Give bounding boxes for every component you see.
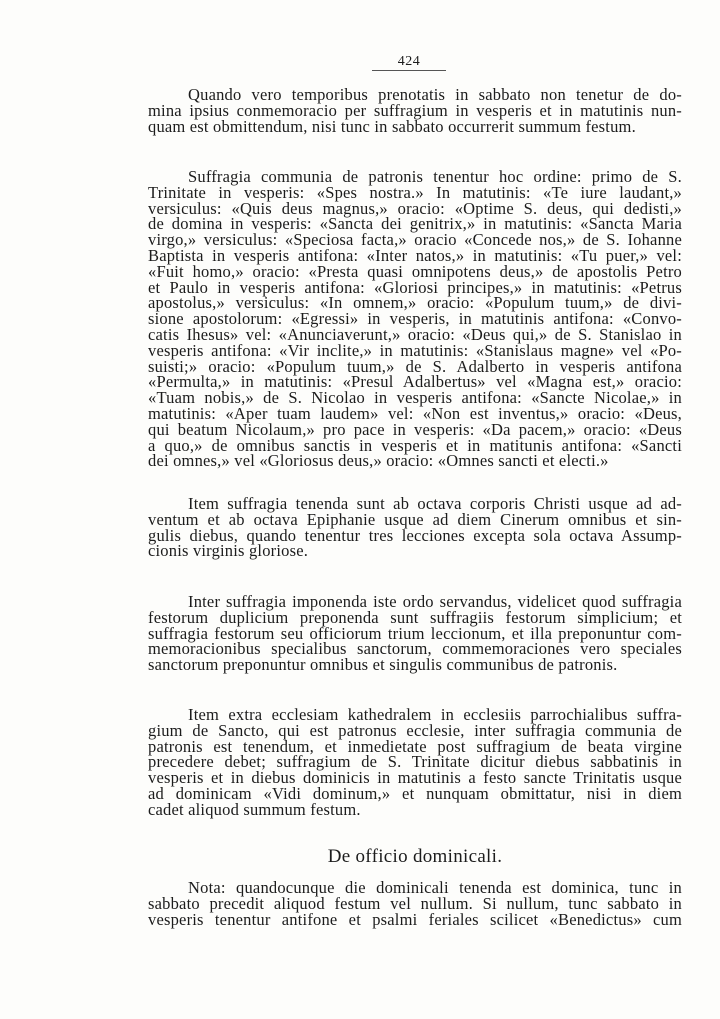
text-line: virgo,» versiculus: «Speciosa facta,» oracio «Concede nos,» de S. Iohanne: [148, 230, 682, 250]
text-line: Trinitate in vesperis: «Spes nostra.» In matutinis: «Te iure laudant,»: [148, 182, 682, 202]
text-line: festorum duplicium preponenda sunt suffragiis festorum simplicium; et: [148, 607, 682, 627]
text-line: dei omnes,» vel «Gloriosus deus,» oracio: «Omnes sancti et electi.»: [148, 451, 609, 471]
paragraph: [148, 496, 682, 559]
text-line: precedere debet; suffragium de S. Trinitate dicitur diebus sabbatinis in: [148, 752, 682, 772]
text-line: qui beatum Nicolaum,» pro pace in vesperis: «Da pacem,» oracio: «Deus: [148, 419, 682, 439]
text-line: et Paulo in vesperis antifona: «Gloriosi principes,» in matutinis: «Petrus: [148, 277, 682, 297]
text-line: Baptista in vesperis antifona: «Inter natos,» in matutinis: «Tu puer,» vel:: [148, 245, 682, 265]
text-line: «Permulta,» in matutinis: «Presul Adalbertus» vel «Magna est,» oracio:: [148, 372, 682, 392]
paragraph: [148, 707, 682, 818]
text-line: Nota: quandocunque die dominicali tenenda est dominica, tunc in: [188, 878, 682, 897]
text-line: memoracionibus specialibus sanctorum, commemoraciones vero speciales: [148, 639, 682, 659]
text-line: quam est obmittendum, nisi tunc in sabbato occurrerit summum festum.: [148, 116, 636, 136]
text-line: vesperis tenentur antifone et psalmi feriales scilicet «Benedictus» cum: [148, 909, 682, 929]
text-line: gium de Sancto, qui est patronus ecclesie, inter suffragia communia de: [148, 720, 682, 740]
text-line: «Tuam nobis,» de S. Nicolao in vesperis antifona: «Sancte Nicolae,» in: [148, 388, 682, 408]
text-line: mina ipsius conmemoracio per suffragium in vesperis et in matutinis nun-: [148, 100, 682, 120]
text-line: Quando vero temporibus prenotatis in sabbato non tenetur de do-: [188, 85, 682, 104]
text-line: patronis est tenendum, et inmedietate post suffragium de beata virgine: [148, 736, 682, 756]
text-line: apostolus,» versiculus: «In omnem,» oracio: «Populum tuum,» de divi-: [148, 293, 682, 313]
text-line: sanctorum preponuntur omnibus et singulis communibus de patronis.: [148, 655, 618, 675]
text-line: catis Ihesus» vel: «Anunciaverunt,» oracio: «Deus qui,» de S. Stanislao in: [148, 324, 682, 344]
text-line: «Fuit homo,» oracio: «Presta quasi omnipotens deus,» de apostolis Petro: [148, 261, 682, 281]
section-heading: De officio dominicali.: [327, 846, 503, 867]
page-number: 424: [372, 54, 446, 71]
text-line: ad dominicam «Vidi dominum,» et nunquam obmittatur, nisi in diem: [148, 783, 682, 803]
paragraph: [148, 880, 682, 927]
text-line: cadet aliquod summum festum.: [148, 799, 361, 819]
text-line: sabbato precedit aliquod festum vel nullum. Si nullum, tunc sabbato in: [148, 893, 682, 913]
text-line: sione apostolorum: «Egressi» in vesperis, in matutinis antifona: «Convo-: [148, 309, 682, 329]
text-line: ventum et ab octava Epiphanie usque ad diem Cinerum omnibus et sin-: [148, 509, 682, 529]
paragraph: [148, 87, 682, 134]
text-line: Inter suffragia imponenda iste ordo servandus, videlicet quod suffragia: [188, 592, 682, 611]
text-line: Item suffragia tenenda sunt ab octava corporis Christi usque ad ad-: [188, 494, 682, 513]
text-line: suffragia festorum seu officiorum trium leccionum, et illa preponuntur com-: [148, 623, 682, 643]
text-line: Item extra ecclesiam kathedralem in ecclesiis parrochialibus suffra-: [188, 705, 682, 724]
text-line: cionis virginis gloriose.: [148, 541, 309, 561]
text-line: gulis diebus, quando tenentur tres lecciones excepta sola octava Assump-: [148, 525, 682, 545]
text-line: Suffragia communia de patronis tenentur hoc ordine: primo de S.: [188, 167, 682, 186]
text-line: vesperis antifona: «Vir inclite,» in matutinis: «Stanislaus magne» vel «Po-: [148, 340, 682, 360]
text-line: versiculus: «Quis deus magnus,» oracio: «Optime S. deus, qui dedisti,»: [148, 198, 682, 218]
paragraph: [148, 169, 682, 469]
text-line: de domina in vesperis: «Sancta dei genitrix,» in matutinis: «Sancta Maria: [148, 214, 682, 234]
text-line: vesperis et in diebus dominicis in matutinis a festo sancte Trinitatis usque: [148, 768, 682, 788]
text-line: suisti;» oracio: «Populum tuum,» de S. Adalberto in vesperis antifona: [148, 356, 682, 376]
text-line: a quo,» de omnibus sanctis in vesperis et in matitunis antifona: «Sancti: [148, 435, 682, 455]
paragraph: [148, 594, 682, 673]
text-line: matutinis: «Aper tuam laudem» vel: «Non est inventus,» oracio: «Deus,: [148, 403, 682, 423]
